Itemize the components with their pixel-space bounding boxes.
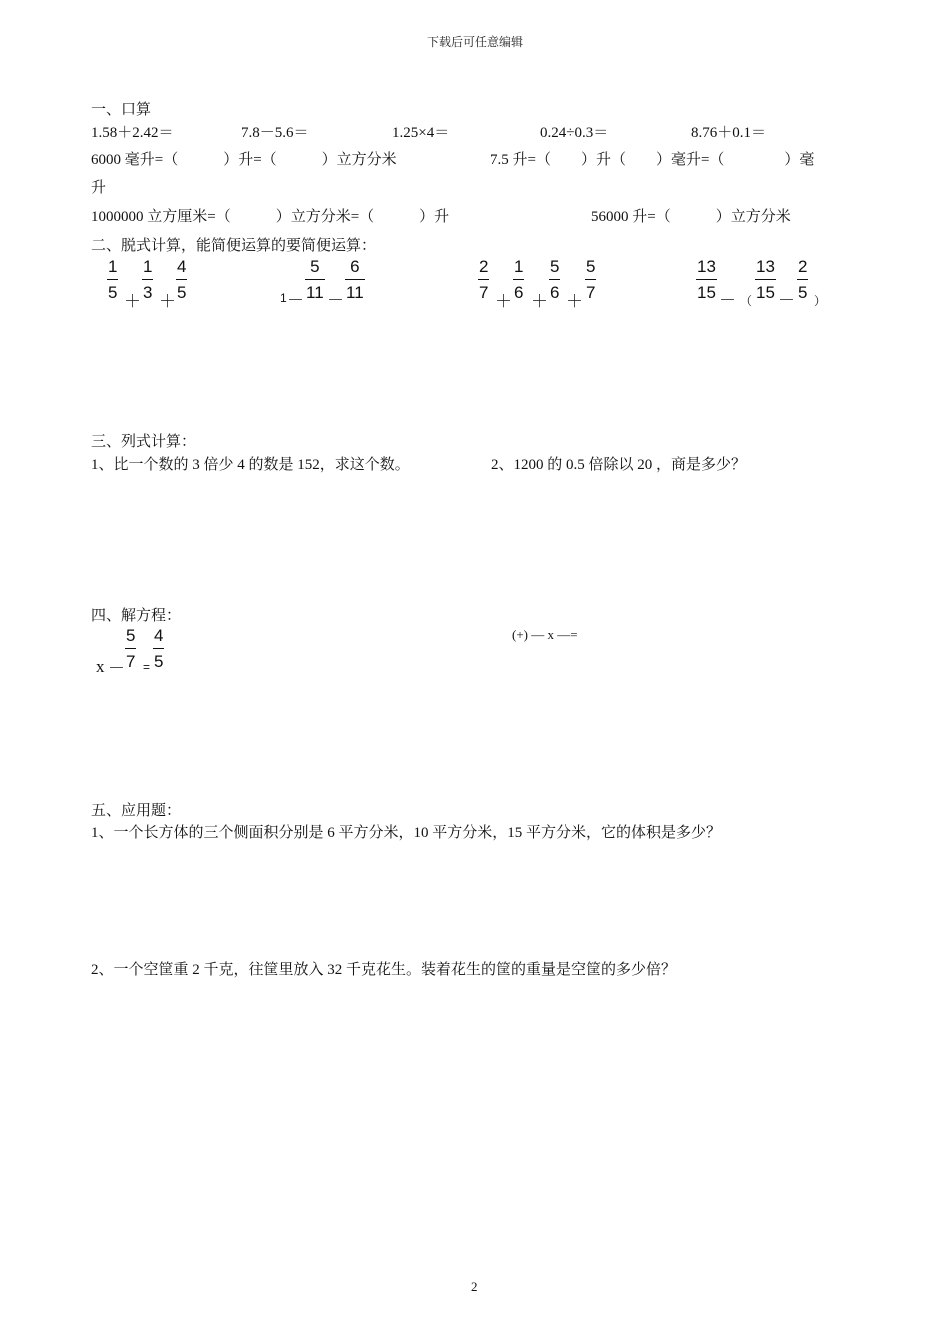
equals-sign: = <box>143 660 151 674</box>
section4-title: 四、解方程： <box>91 608 182 624</box>
unit-conv-2-cont: 升 <box>91 180 107 196</box>
variable-x: x <box>96 657 105 676</box>
fraction: 2 5 <box>798 257 808 302</box>
section5-title: 五、应用题： <box>91 803 182 819</box>
plus-sign: ＋ <box>495 292 512 311</box>
fraction: 1 5 <box>108 257 118 302</box>
minus-sign: － <box>719 291 736 310</box>
fraction: 4 5 <box>154 626 164 671</box>
unit-conv-2: 7.5 升=（ ）升（ ）毫升=（ ）毫 <box>490 152 815 168</box>
section3-title: 三、列式计算： <box>91 434 197 450</box>
plus-sign: ＋ <box>566 292 583 311</box>
fraction: 13 15 <box>756 257 775 302</box>
page-header: 下载后可任意编辑 <box>427 35 524 49</box>
equation-2: (+) — x —= <box>512 627 578 642</box>
section1-title: 一、口算 <box>91 102 152 118</box>
question-5-2: 2、一个空筐重 2 千克，往筐里放入 32 千克花生。装着花生的筐的重量是空筐的多少倍？ <box>91 962 677 978</box>
fraction: 13 15 <box>697 257 716 302</box>
fraction: 6 11 <box>346 257 364 302</box>
fraction: 5 11 <box>306 257 324 302</box>
right-paren: ） <box>814 294 827 308</box>
left-paren: （ <box>740 294 753 308</box>
minus-sign: － <box>778 291 795 310</box>
page-number: 2 <box>471 1279 478 1294</box>
minus-sign: － <box>327 291 344 310</box>
oral-item-1: 1.58＋2.42＝ <box>91 125 174 141</box>
fraction: 1 3 <box>143 257 153 302</box>
question-3-2: 2、1200 的 0.5 倍除以 20 ，商是多少？ <box>491 457 747 473</box>
fraction: 2 7 <box>479 257 489 302</box>
fraction: 1 6 <box>514 257 524 302</box>
minus-sign: － <box>108 659 125 678</box>
oral-item-2: 7.8－5.6＝ <box>241 125 309 141</box>
question-5-1: 1、一个长方体的三个侧面积分别是 6 平方分米，10 平方分米，15 平方分米，它的体积是多少？ <box>91 825 722 841</box>
oral-item-3: 1.25×4＝ <box>392 125 450 141</box>
oral-item-5: 8.76＋0.1＝ <box>691 125 767 141</box>
plus-sign: ＋ <box>124 292 141 311</box>
fraction: 5 7 <box>586 257 596 302</box>
unit-conv-3: 1000000 立方厘米=（ ）立方分米=（ ）升 <box>91 209 450 225</box>
question-3-1: 1、比一个数的 3 倍少 4 的数是 152，求这个数。 <box>91 457 410 473</box>
fraction: 5 6 <box>550 257 560 302</box>
minus-sign: － <box>287 291 304 310</box>
fraction: 5 7 <box>126 626 136 671</box>
plus-sign: ＋ <box>531 292 548 311</box>
section2-title: 二、脱式计算，能简便运算的要简便运算： <box>91 238 377 254</box>
unit-conv-4: 56000 升=（ ）立方分米 <box>591 209 791 225</box>
fraction: 4 5 <box>177 257 187 302</box>
plus-sign: ＋ <box>159 292 176 311</box>
unit-conv-1: 6000 毫升=（ ）升=（ ）立方分米 <box>91 152 397 168</box>
one: 1 <box>280 291 287 305</box>
oral-item-4: 0.24÷0.3＝ <box>540 125 609 141</box>
